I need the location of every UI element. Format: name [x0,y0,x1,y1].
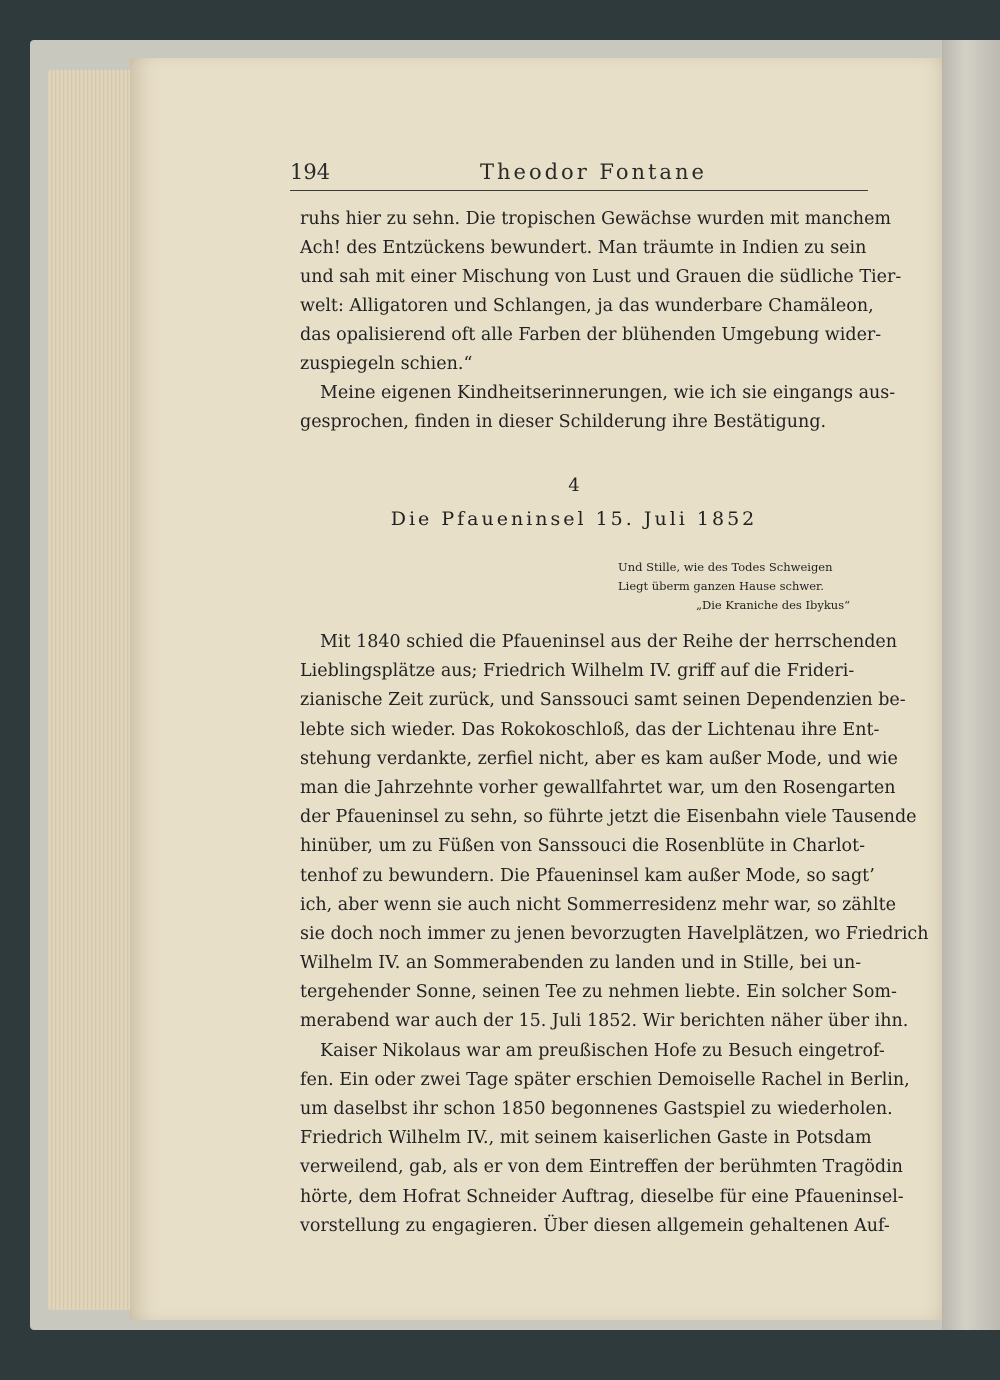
epigraph-line: Liegt überm ganzen Hause schwer. [618,579,824,593]
text-line: Wilhelm IV. an Sommerabenden zu landen und in Stille, bei un- [300,953,862,974]
text-line: und sah mit einer Mischung von Lust und Grauen die südliche Tier- [300,267,902,287]
text-line: um daselbst ihr schon 1850 begonnenes Gastspiel zu wiederholen. [300,1099,893,1119]
text-line: ruhs hier zu sehn. Die tropischen Gewächse wurden mit manchem [300,209,892,229]
text-line: sie doch noch immer zu jenen bevorzugten Havelplätzen, wo Friedrich [300,923,929,944]
epigraph-source: „Die Kraniche des Ibykus“ [696,598,850,612]
text-line: tenhof zu bewundern. Die Pfaueninsel kam außer Mode, so sagt’ [300,865,875,886]
text-line: hörte, dem Hofrat Schneider Auftrag, dieselbe für eine Pfaueninsel- [300,1186,904,1207]
text-line: gesprochen, finden in dieser Schilderung ihre Bestätigung. [300,412,827,432]
book-spine [942,40,1000,1330]
text-line: stehung verdankte, zerfiel nicht, aber es kam außer Mode, und wie [300,748,898,769]
section-title: Die Pfaueninsel 15. Juli 1852 [390,508,758,530]
chapter-body [300,628,929,1241]
text-line: Lieblingsplätze aus; Friedrich Wilhelm IV. griff auf die Frideri- [300,661,855,682]
text-line: merabend war auch der 15. Juli 1852. Wir berichten näher über ihn. [300,1011,909,1032]
text-line: vorstellung zu engagieren. Über diesen allgemein gehaltenen Auf- [300,1215,890,1236]
text-line: das opalisierend oft alle Farben der blühenden Umgebung wider- [300,325,882,345]
text-line: welt: Alligatoren und Schlangen, ja das wunderbare Chamäleon, [300,296,874,316]
text-line: der Pfaueninsel zu sehn, so führte jetzt die Eisenbahn viele Tausende [300,807,917,828]
section-number: 4 [568,475,580,496]
page-block-edge [48,70,143,1310]
text-line: Meine eigenen Kindheitserinnerungen, wie ich sie eingangs aus- [320,383,896,403]
text-line: man die Jahrzehnte vorher gewallfahrtet war, um den Rosengarten [300,777,896,798]
text-line: Friedrich Wilhelm IV., mit seinem kaiserlichen Gaste in Potsdam [300,1128,872,1149]
text-line: hinüber, um zu Füßen von Sanssouci die Rosenblüte in Charlot- [300,836,866,857]
intro-paragraphs [300,205,902,437]
header-rule [290,190,868,191]
text-line: fen. Ein oder zwei Tage später erschien Demoiselle Rachel in Berlin, [300,1069,910,1090]
text-line: Mit 1840 schied die Pfaueninsel aus der Reihe der herrschenden [320,632,898,652]
text-line: zuspiegeln schien.“ [300,354,473,374]
text-line: lebte sich wieder. Das Rokokoschloß, das der Lichtenau ihre Ent- [300,719,880,740]
page-header [290,160,870,188]
text-line: verweilend, gab, als er von dem Eintreffen der berühmten Tragödin [300,1157,903,1178]
page-number: 194 [290,160,331,184]
text-line: Ach! des Entzückens bewundert. Man träumte in Indien zu sein [300,238,867,258]
text-line: tergehender Sonne, seinen Tee zu nehmen liebte. Ein solcher Som- [300,982,897,1003]
text-line: ich, aber wenn sie auch nicht Sommerresidenz mehr war, so zählte [300,894,896,915]
epigraph-line: Und Stille, wie des Todes Schweigen [618,560,833,574]
text-line: zianische Zeit zurück, und Sanssouci samt seinen Dependenzien be- [300,690,906,711]
epigraph [560,558,850,615]
running-title: Theodor Fontane [480,160,707,184]
text-line: Kaiser Nikolaus war am preußischen Hofe zu Besuch eingetrof- [320,1040,885,1061]
